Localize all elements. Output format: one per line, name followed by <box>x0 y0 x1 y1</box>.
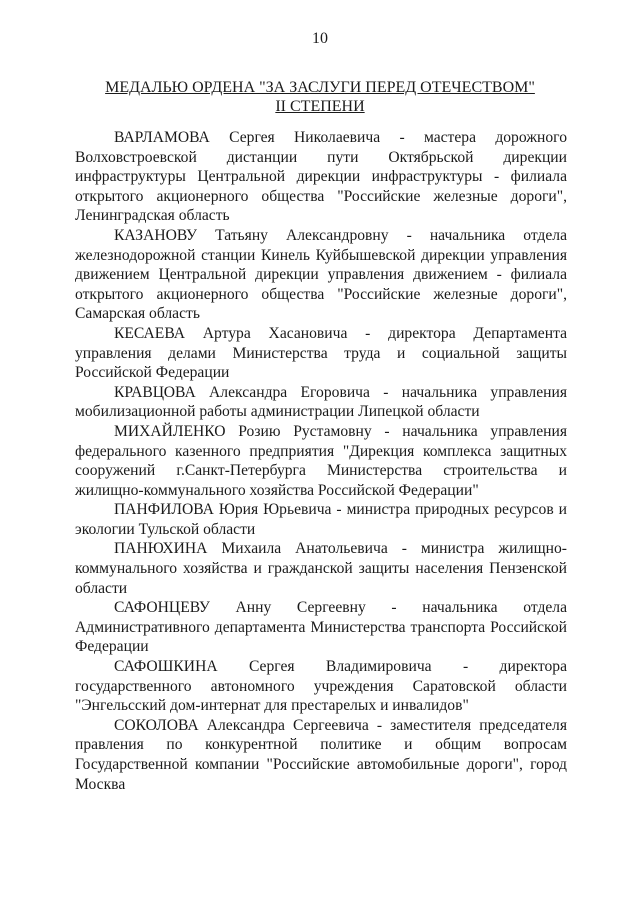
awardee-entry: МИХАЙЛЕНКО Розию Рустамовну - начальника управления федерального казенного предприятия "Дирекция комплекса защитных сооружений г.Санкт-Петербурга Министерства строительства и жилищно-коммунального хозяйства Российской Федерации" <box>75 422 567 499</box>
awardee-entry: СОКОЛОВА Александра Сергеевича - заместителя председателя правления по конкурентной политике и общим вопросам Государственной компании "Российские автомобильные дороги", город Москва <box>75 716 567 793</box>
awardee-entry: КЕСАЕВА Артура Хасановича - директора Департамента управления делами Министерства труда и социальной защиты Российской Федерации <box>75 324 567 382</box>
award-heading <box>60 78 580 116</box>
awardee-list <box>75 128 567 794</box>
awardee-entry: ВАРЛАМОВА Сергея Николаевича - мастера дорожного Волховстроевской дистанции пути Октябрьской дирекции инфраструктуры Центральной дирекции инфраструктуры - филиала открытого акционерного общества "Российские железные дороги", Ленинградская область <box>75 129 567 225</box>
awardee-entry: САФОНЦЕВУ Анну Сергеевну - начальника отдела Административного департамента Министерства транспорта Российской Федерации <box>75 599 567 656</box>
awardee-entry: КРАВЦОВА Александра Егоровича - начальника управления мобилизационной работы администрации Липецкой области <box>75 383 567 421</box>
award-heading-line-2: II СТЕПЕНИ <box>275 98 365 115</box>
award-heading-line-1: МЕДАЛЬЮ ОРДЕНА "ЗА ЗАСЛУГИ ПЕРЕД ОТЕЧЕСТВОМ" <box>105 79 535 96</box>
page-number: 10 <box>312 30 328 47</box>
awardee-entry: ПАНФИЛОВА Юрия Юрьевича - министра природных ресурсов и экологии Тульской области <box>75 501 567 538</box>
awardee-entry: КАЗАНОВУ Татьяну Александровну - начальника отдела железнодорожной станции Кинель Куйбышевской дирекции управления движением Центральной дирекции управления движением - филиала открытого акционерного общества "Российские железные дороги", Самарская область <box>75 226 567 323</box>
awardee-entry: САФОШКИНА Сергея Владимировича - директора государственного автономного учреждения Саратовской области "Энгельсский дом-интернат для престарелых и инвалидов" <box>75 658 567 715</box>
awardee-entry: ПАНЮХИНА Михаила Анатольевича - министра жилищно-коммунального хозяйства и гражданской защиты населения Пензенской области <box>75 540 567 597</box>
